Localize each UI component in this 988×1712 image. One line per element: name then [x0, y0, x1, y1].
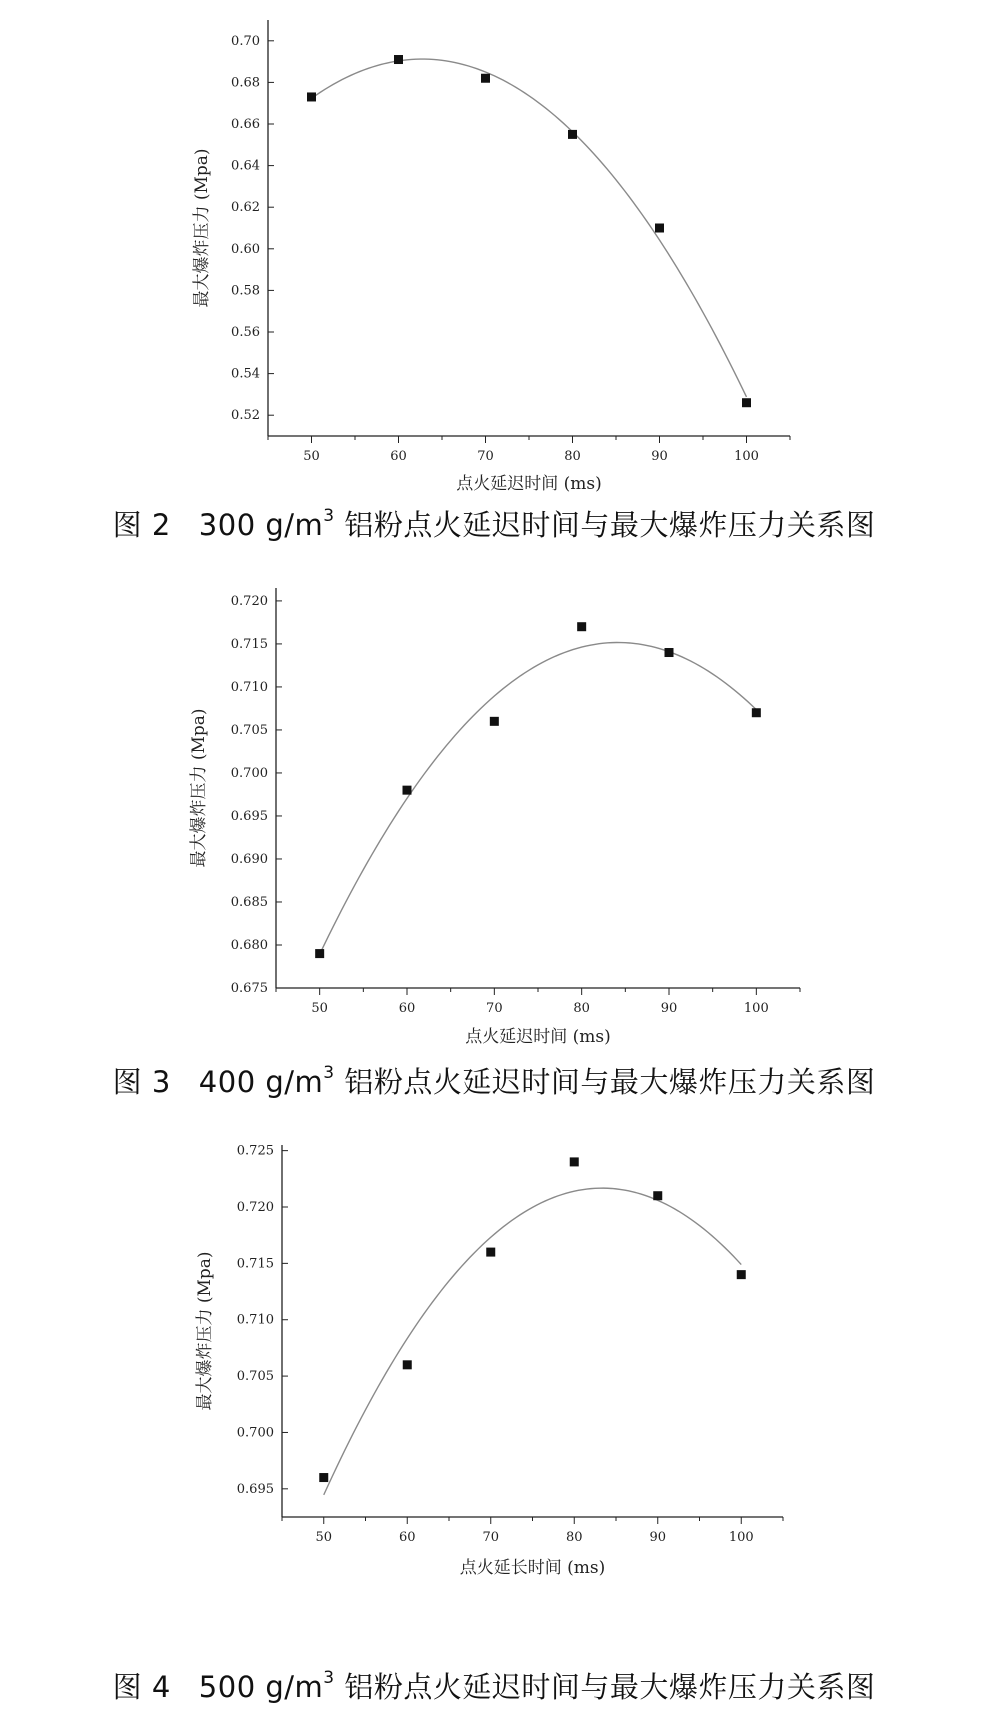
y-axis-label: 最大爆炸压力 (Mpa) — [192, 148, 212, 308]
figure-3 — [0, 550, 988, 1107]
caption-sup: 3 — [323, 506, 335, 526]
caption-sup: 3 — [323, 1668, 335, 1688]
y-tick-label: 0.690 — [230, 851, 268, 867]
x-tick-label: 90 — [649, 1530, 667, 1545]
x-tick-label: 50 — [315, 1530, 333, 1545]
data-point — [490, 717, 499, 726]
chart-fig4 — [0, 1107, 988, 1667]
data-point — [319, 1473, 328, 1482]
x-tick-label: 80 — [565, 1530, 583, 1545]
data-point — [403, 786, 412, 795]
y-tick-label: 0.54 — [231, 366, 260, 382]
figure-4 — [0, 1107, 988, 1712]
y-tick-label: 0.58 — [231, 283, 260, 299]
y-tick-label: 0.56 — [231, 325, 260, 340]
data-point — [577, 622, 586, 631]
data-point — [486, 1248, 495, 1257]
x-tick-label: 90 — [651, 449, 668, 464]
x-tick-label: 70 — [477, 449, 494, 464]
y-tick-label: 0.710 — [236, 1312, 274, 1328]
x-tick-label: 60 — [390, 449, 407, 464]
caption-prefix: 500 g/m — [198, 1670, 324, 1704]
x-tick-label: 100 — [743, 1001, 769, 1016]
y-tick-label: 0.715 — [230, 636, 268, 652]
y-tick-label: 0.68 — [231, 75, 260, 91]
fit-curve — [312, 59, 747, 397]
data-point — [568, 130, 577, 139]
caption-number: 图 4 — [112, 1670, 171, 1704]
figure-2 — [0, 0, 988, 550]
data-point — [752, 708, 761, 717]
data-point — [394, 55, 403, 64]
y-tick-label: 0.720 — [236, 1200, 274, 1215]
data-point — [665, 648, 674, 657]
y-tick-label: 0.695 — [236, 1481, 274, 1497]
x-tick-label: 100 — [734, 449, 759, 464]
x-tick-label: 80 — [573, 1001, 590, 1016]
x-tick-label: 60 — [398, 1530, 416, 1545]
x-tick-label: 90 — [660, 1001, 678, 1016]
x-tick-label: 60 — [398, 1001, 416, 1016]
y-tick-label: 0.66 — [231, 117, 260, 132]
caption-prefix: 400 g/m — [198, 1065, 324, 1099]
data-point — [653, 1191, 662, 1200]
data-point — [655, 224, 664, 233]
figure-3-caption — [0, 1060, 988, 1101]
figure-2-caption — [0, 503, 988, 544]
x-tick-label: 50 — [311, 1001, 328, 1016]
y-tick-label: 0.700 — [236, 1425, 274, 1441]
figure-4-caption — [0, 1665, 988, 1706]
fit-curve — [324, 1188, 742, 1495]
data-point — [737, 1270, 746, 1279]
data-point — [403, 1360, 412, 1369]
y-tick-label: 0.675 — [230, 981, 268, 996]
y-tick-label: 0.60 — [231, 241, 260, 257]
x-axis-label: 点火延迟时间 (ms) — [465, 1027, 611, 1047]
y-tick-label: 0.720 — [230, 593, 268, 609]
data-point — [307, 92, 316, 101]
x-tick-label: 50 — [303, 449, 320, 464]
y-axis-label: 最大爆炸压力 (Mpa) — [189, 708, 209, 868]
data-point — [315, 949, 324, 958]
y-tick-label: 0.715 — [236, 1256, 274, 1272]
x-tick-label: 70 — [482, 1530, 500, 1545]
fit-curve — [320, 643, 757, 955]
y-tick-label: 0.725 — [236, 1143, 274, 1159]
y-tick-label: 0.680 — [230, 937, 268, 953]
y-tick-label: 0.710 — [230, 679, 268, 695]
caption-number: 图 2 — [112, 508, 171, 542]
y-axis-label: 最大爆炸压力 (Mpa) — [195, 1251, 215, 1411]
caption-number: 图 3 — [112, 1065, 171, 1099]
y-tick-label: 0.62 — [231, 200, 260, 216]
y-tick-label: 0.70 — [231, 33, 260, 49]
data-point — [481, 74, 490, 83]
y-tick-label: 0.705 — [236, 1369, 274, 1385]
x-tick-label: 100 — [728, 1530, 754, 1545]
data-point — [742, 398, 751, 407]
x-axis-label: 点火延迟时间 (ms) — [456, 474, 602, 494]
y-tick-label: 0.705 — [230, 722, 268, 738]
y-tick-label: 0.695 — [230, 808, 268, 824]
x-axis-label: 点火延长时间 (ms) — [459, 1558, 606, 1578]
caption-prefix: 300 g/m — [198, 508, 324, 542]
y-tick-label: 0.52 — [231, 408, 260, 424]
chart-fig2 — [0, 0, 988, 505]
y-tick-label: 0.685 — [230, 894, 268, 910]
x-tick-label: 70 — [486, 1001, 503, 1016]
caption-sup: 3 — [323, 1063, 335, 1083]
chart-fig3 — [0, 550, 988, 1055]
caption-suffix: 铝粉点火延迟时间与最大爆炸压力关系图 — [334, 1065, 876, 1099]
caption-suffix: 铝粉点火延迟时间与最大爆炸压力关系图 — [334, 508, 876, 542]
y-tick-label: 0.700 — [230, 765, 268, 781]
y-tick-label: 0.64 — [231, 158, 260, 174]
caption-suffix: 铝粉点火延迟时间与最大爆炸压力关系图 — [334, 1670, 876, 1704]
data-point — [570, 1157, 579, 1166]
x-tick-label: 80 — [564, 449, 581, 464]
